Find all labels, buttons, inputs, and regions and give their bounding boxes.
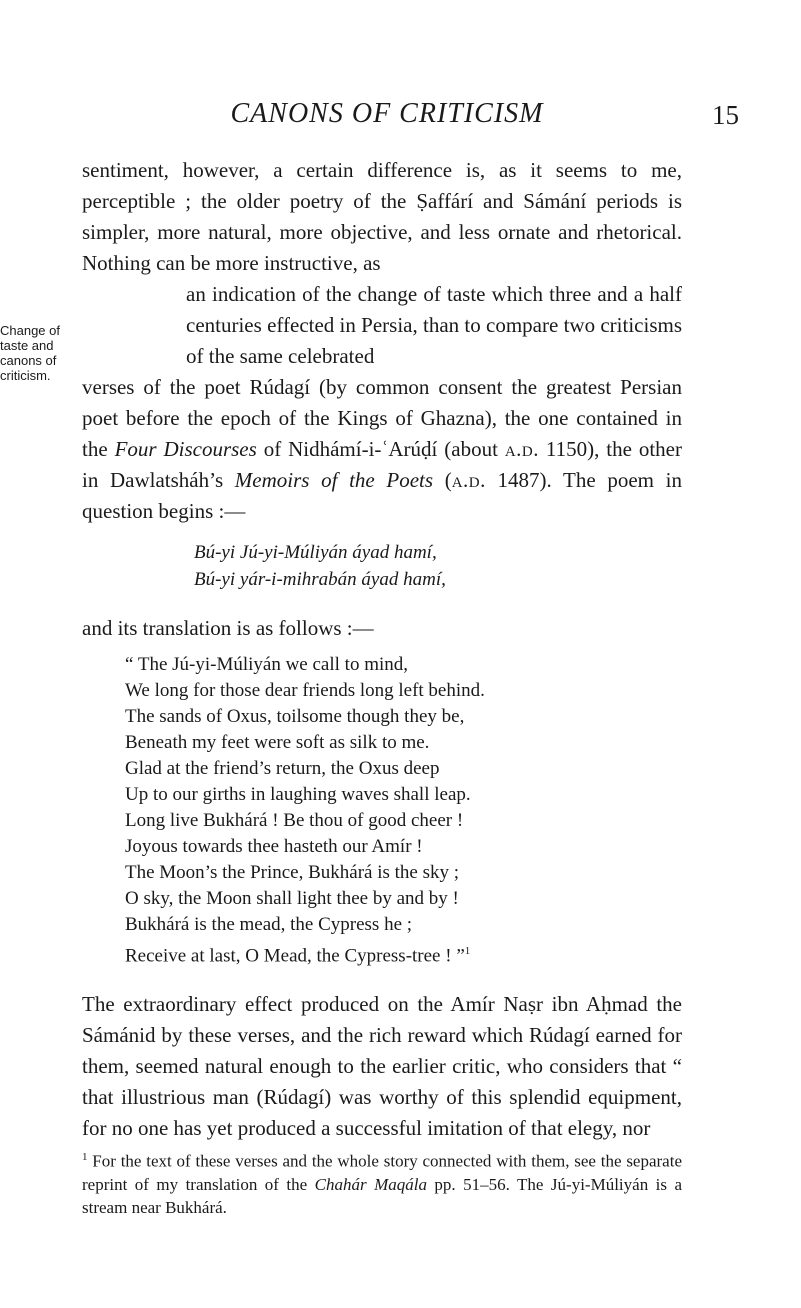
poem-line: Bukhárá is the mead, the Cypress he ; [125,914,413,935]
running-title: CANONS OF CRITICISM [230,98,544,129]
poem-line: “ The Jú-yi-Múliyán we call to mind, [125,654,409,675]
translation-lead-in: and its translation is as follows :— [82,616,374,640]
poem-line: Long live Bukhárá ! Be thou of good cheer ! [125,810,464,831]
paragraph-2: The extraordinary effect produced on the Amír Naṣr ibn Aḥmad the Sámánid by these verses, and the rich reward which Rúdagí earned for them, seemed natural enough to the earlier critic, who considers that “ that illustrious man (Rúdagí) was worthy of this splendid equipment, for no one has yet produced a successful imitation of that elegy, nor [82,992,682,1141]
sidenote-block [0,279,682,383]
book-title-memoirs: Memoirs of the Poets [234,468,434,492]
book-title-four-discourses: Four Discourses [114,437,257,461]
margin-sidenote: Change of taste and canons of criticism. [0,323,60,383]
paragraph-1-indented: an indication of the change of taste which three and a half centuries effected in Persia, than to compare two criticisms of the same celebrated [186,282,682,368]
poem-line: Up to our girths in laughing waves shall leap. [125,784,471,805]
body-text [0,155,682,1165]
poem-line: The sands of Oxus, toilsome though they be, [125,706,465,727]
paragraph-1-opening: sentiment, however, a certain difference is, as it seems to me, perceptible ; the older poetry of the Ṣaffárí and Sámání periods is simpler, more natural, more objective, and less ornate and rhetorical. Nothing can be more instructive, as [82,158,682,275]
translated-poem [82,652,682,969]
persian-verse-line: Bú-yi Jú-yi-Múliyán áyad hamí, [194,542,437,563]
poem-line: Glad at the friend’s return, the Oxus deep [125,758,440,779]
page-header [0,98,801,138]
page-number: 15 [712,100,739,130]
footnote-marker: 1 [82,1151,88,1163]
poem-line: Joyous towards thee hasteth our Amír ! [125,836,423,857]
footnote-book-title: Chahár Maqála [314,1174,427,1194]
persian-verse [194,539,682,593]
poem-line: Beneath my feet were soft as silk to me. [125,732,430,753]
poem-line: The Moon’s the Prince, Bukhárá is the sky ; [125,862,460,883]
persian-verse-line: Bú-yi yár-i-mihrabán áyad hamí, [194,569,446,590]
paragraph-1-continuation: verses of the poet Rúdagí (by common consent the greatest Persian poet before the epoch of the Kings of Ghazna), the one contained in the Four Discourses of Nidhámí-i-ʿArúḍí (about a.d. 1150), the other in Dawlatsháh’s Memoirs of the Poets (a.d. 1487). The poem in question begins :— [82,375,682,523]
paragraph-1 [0,155,682,527]
footnote: $^1$ For the text of these verses and the whole story connected with them, see the separate reprint of my translation of the Chahár Maqála pp. 51–56. The Jú-yi-Múliyán is a stream near Bukhárá. [82,1151,683,1217]
footnote-reference: 1 [464,945,471,957]
poem-line: Receive at last, O Mead, the Cypress-tree ! ”$^1$ [125,945,471,967]
poem-line: We long for those dear friends long left behind. [125,680,485,701]
poem-line: O sky, the Moon shall light thee by and by ! [125,888,459,909]
